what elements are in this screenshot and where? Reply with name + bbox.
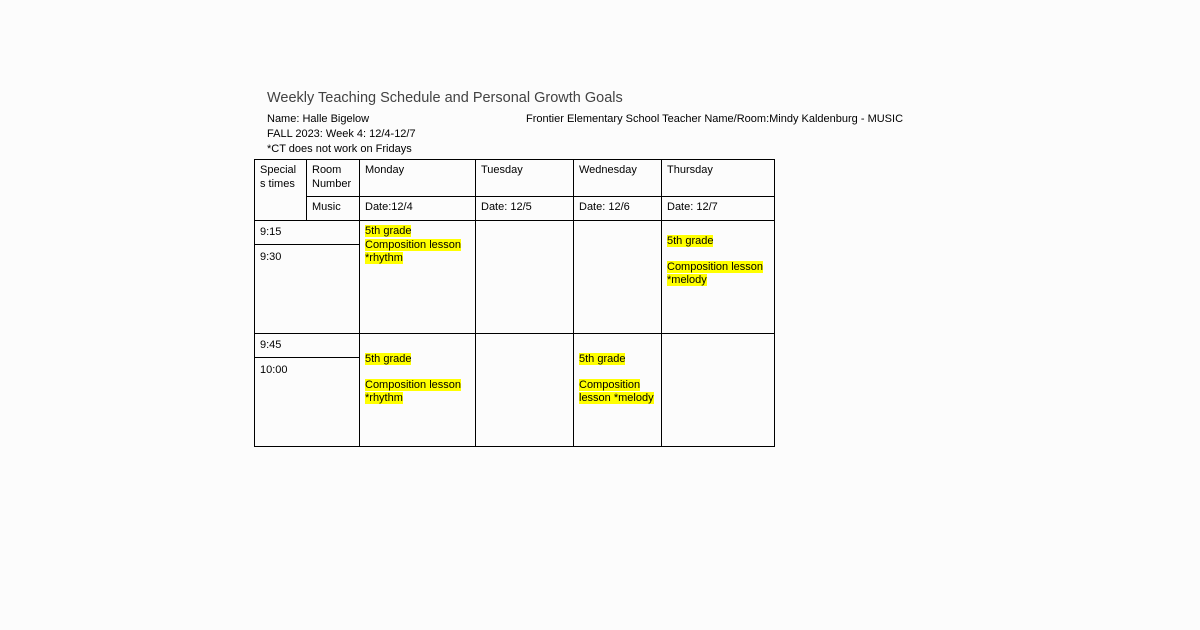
date-monday: Date:12/4	[360, 197, 476, 221]
thursday-1-grade: 5th grade	[667, 235, 714, 247]
thursday-1-focus: *melody	[667, 274, 707, 286]
tuesday-block-2	[476, 334, 574, 447]
header-thursday: Thursday	[662, 160, 775, 197]
monday-1-lesson: Composition lesson	[365, 238, 461, 251]
term-week: FALL 2023: Week 4: 12/4-12/7	[267, 128, 416, 140]
tuesday-block-1	[476, 221, 574, 334]
header-wednesday: Wednesday	[574, 160, 662, 197]
monday-2-lesson: Composition lesson	[365, 378, 461, 391]
wednesday-2-focus: lesson *melody	[579, 392, 654, 404]
document-title: Weekly Teaching Schedule and Personal Growth Goals	[267, 90, 623, 106]
header-room-number	[307, 160, 360, 197]
school-teacher-room: Frontier Elementary School Teacher Name/Room:Mindy Kaldenburg - MUSIC	[526, 113, 904, 125]
header-room-line2: Number	[312, 177, 352, 190]
time-930: 9:30	[260, 251, 282, 263]
date-tuesday: Date: 12/5	[476, 197, 574, 221]
header-specials-times	[255, 160, 307, 221]
wednesday-block-1	[574, 221, 662, 334]
wednesday-block-2	[574, 334, 662, 447]
monday-2-grade: 5th grade	[365, 353, 412, 365]
header-tuesday: Tuesday	[476, 160, 574, 197]
date-row	[255, 197, 775, 221]
header-specials-line1: Special	[260, 164, 297, 176]
wednesday-2-lesson: Composition	[579, 378, 641, 391]
time-block-1	[255, 221, 775, 334]
time-cell-2	[255, 334, 360, 447]
monday-2-focus: *rhythm	[365, 392, 403, 404]
thursday-1-lesson: Composition lesson	[667, 260, 763, 273]
student-name: Name: Halle Bigelow	[267, 113, 370, 125]
schedule-table	[254, 159, 775, 447]
thursday-block-1	[662, 221, 775, 334]
header-row	[255, 160, 775, 197]
date-wednesday: Date: 12/6	[574, 197, 662, 221]
date-thursday: Date: 12/7	[662, 197, 775, 221]
ct-note: *CT does not work on Fridays	[267, 143, 412, 155]
monday-1-focus: *rhythm	[365, 252, 403, 264]
monday-1-grade: 5th grade	[365, 225, 412, 237]
header-room-line1: Room	[312, 164, 342, 176]
time-1000: 10:00	[260, 364, 288, 376]
time-block-2	[255, 334, 775, 447]
wednesday-2-grade: 5th grade	[579, 353, 626, 365]
header-specials-line2: s times	[260, 177, 295, 190]
monday-block-2	[360, 334, 476, 447]
header-monday: Monday	[360, 160, 476, 197]
time-cell-1	[255, 221, 360, 334]
monday-block-1	[360, 221, 476, 334]
room-music: Music	[307, 197, 360, 221]
time-945: 9:45	[255, 334, 359, 358]
time-915: 9:15	[255, 221, 359, 245]
thursday-block-2	[662, 334, 775, 447]
